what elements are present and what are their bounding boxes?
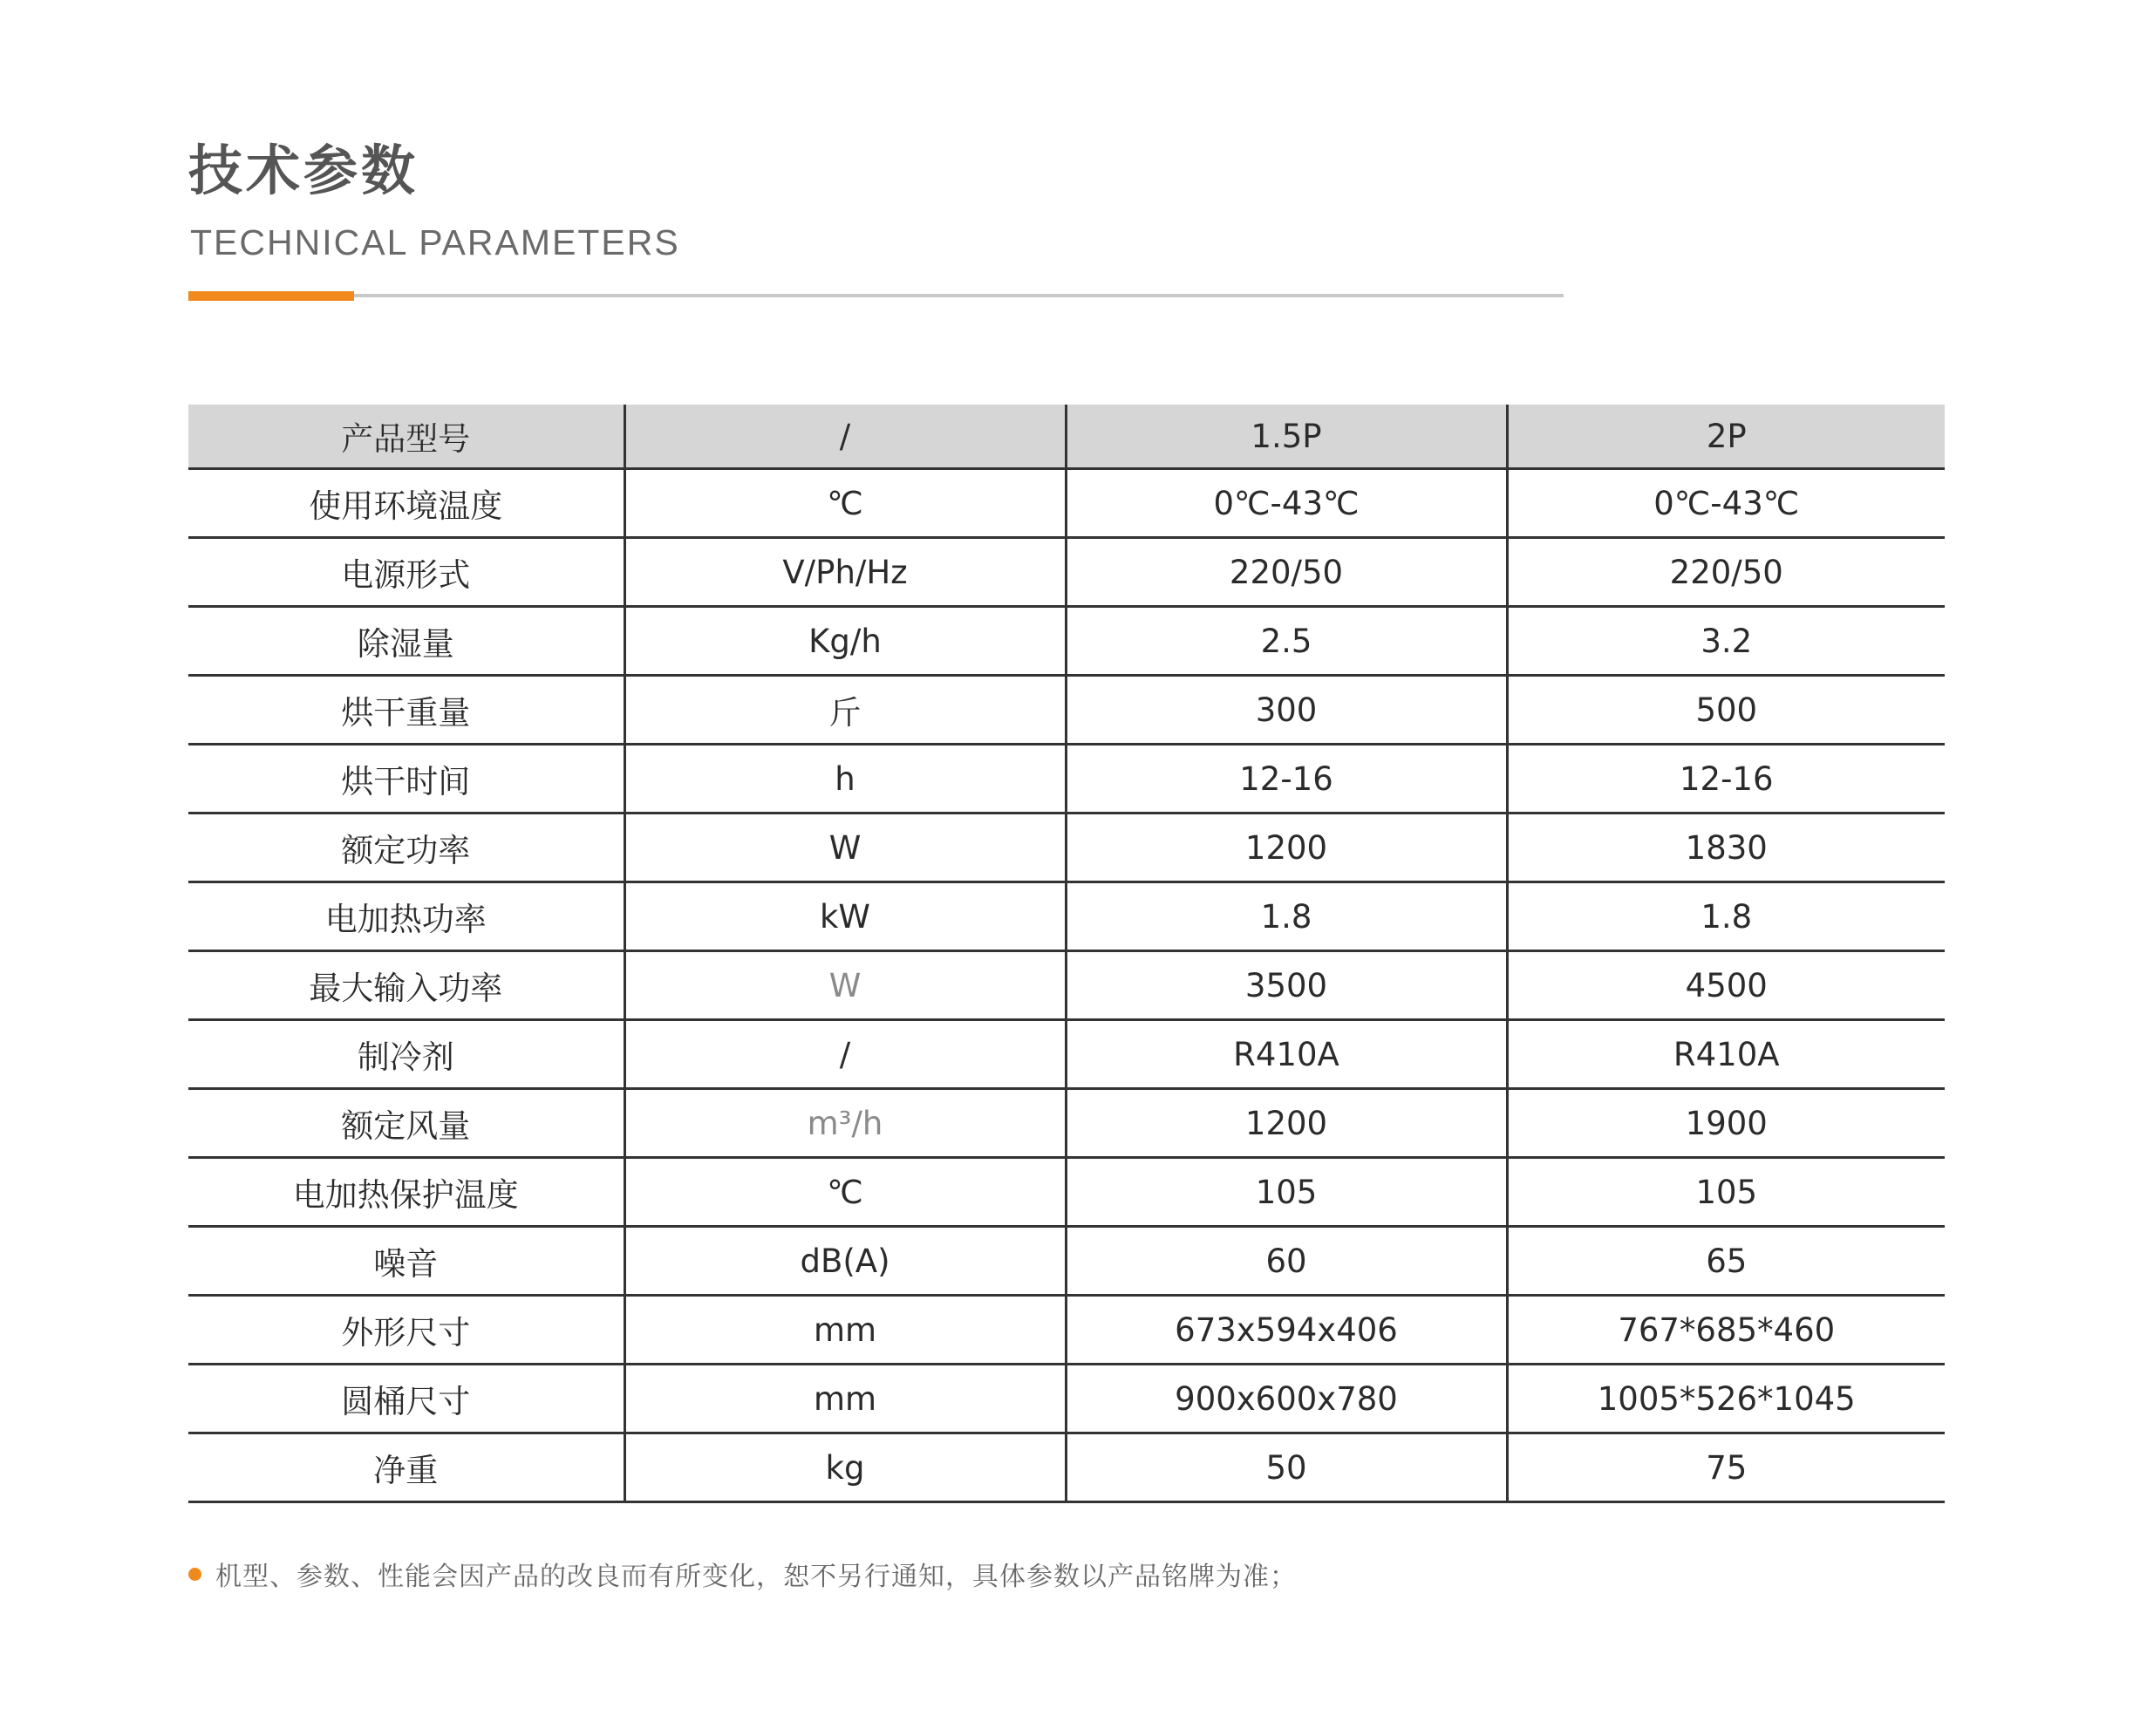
param-value-2p: 105 [1507,1158,1945,1227]
param-value-1-5p: 1200 [1066,1089,1507,1158]
param-name: 最大输入功率 [188,951,624,1020]
table-row [188,814,1945,882]
param-value-1-5p: 300 [1066,676,1507,745]
param-value-2p: 220/50 [1507,538,1945,607]
param-unit: mm [624,1365,1066,1433]
param-value-2p: 0℃-43℃ [1507,469,1945,538]
table-row [188,1020,1945,1089]
param-name: 圆桶尺寸 [188,1365,624,1433]
column-header: / [624,405,1066,469]
section-title-zh: 技术参数 [188,139,419,202]
param-unit: / [624,1020,1066,1089]
param-name: 电源形式 [188,538,624,607]
param-name: 噪音 [188,1227,624,1296]
param-value-1-5p: 12-16 [1066,745,1507,814]
table-row [188,1158,1945,1227]
param-name: 额定功率 [188,814,624,882]
param-value-1-5p: 673x594x406 [1066,1296,1507,1365]
param-unit: ℃ [624,1158,1066,1227]
table-row [188,1433,1945,1502]
table-row [188,745,1945,814]
table-row [188,607,1945,676]
param-unit: V/Ph/Hz [624,538,1066,607]
table-row [188,882,1945,951]
param-name: 电加热功率 [188,882,624,951]
param-unit: h [624,745,1066,814]
param-value-2p: 12-16 [1507,745,1945,814]
param-value-2p: 1900 [1507,1089,1945,1158]
param-name: 烘干时间 [188,745,624,814]
param-value-1-5p: 0℃-43℃ [1066,469,1507,538]
table-row [188,1227,1945,1296]
param-unit: m³/h [624,1089,1066,1158]
table-header-row [188,405,1945,469]
param-name: 制冷剂 [188,1020,624,1089]
param-name: 电加热保护温度 [188,1158,624,1227]
param-value-1-5p: R410A [1066,1020,1507,1089]
param-value-2p: 4500 [1507,951,1945,1020]
param-value-2p: 1.8 [1507,882,1945,951]
param-unit: W [624,951,1066,1020]
footnote-text: 机型、参数、性能会因产品的改良而有所变化，恕不另行通知，具体参数以产品铭牌为准； [215,1562,1297,1592]
param-value-2p: 500 [1507,676,1945,745]
table-row [188,469,1945,538]
param-value-2p: 767*685*460 [1507,1296,1945,1365]
param-value-1-5p: 1.8 [1066,882,1507,951]
param-name: 净重 [188,1433,624,1502]
param-value-1-5p: 220/50 [1066,538,1507,607]
param-unit: mm [624,1296,1066,1365]
footnote [188,1556,1297,1591]
param-value-1-5p: 900x600x780 [1066,1365,1507,1433]
table-row [188,1089,1945,1158]
param-value-1-5p: 2.5 [1066,607,1507,676]
param-unit: dB(A) [624,1227,1066,1296]
bullet-dot-icon [188,1568,201,1581]
param-name: 除湿量 [188,607,624,676]
table-row [188,538,1945,607]
title-divider [188,294,1564,297]
param-value-1-5p: 50 [1066,1433,1507,1502]
param-value-2p: 1830 [1507,814,1945,882]
param-value-1-5p: 1200 [1066,814,1507,882]
column-header: 1.5P [1066,405,1507,469]
param-unit: Kg/h [624,607,1066,676]
param-name: 使用环境温度 [188,469,624,538]
param-unit: kW [624,882,1066,951]
param-value-2p: 65 [1507,1227,1945,1296]
param-unit: 斤 [624,676,1066,745]
param-value-2p: 75 [1507,1433,1945,1502]
table-row [188,951,1945,1020]
param-name: 外形尺寸 [188,1296,624,1365]
param-unit: ℃ [624,469,1066,538]
param-value-2p: R410A [1507,1020,1945,1089]
param-name: 烘干重量 [188,676,624,745]
param-unit: W [624,814,1066,882]
title-divider-accent [188,291,354,301]
column-header: 产品型号 [188,405,624,469]
param-value-1-5p: 60 [1066,1227,1507,1296]
section-title-en: TECHNICAL PARAMETERS [190,222,680,262]
param-value-1-5p: 105 [1066,1158,1507,1227]
column-header: 2P [1507,405,1945,469]
table-row [188,1365,1945,1433]
param-value-2p: 1005*526*1045 [1507,1365,1945,1433]
param-value-2p: 3.2 [1507,607,1945,676]
table-row [188,1296,1945,1365]
param-name: 额定风量 [188,1089,624,1158]
param-value-1-5p: 3500 [1066,951,1507,1020]
spec-table [188,405,1945,1503]
param-unit: kg [624,1433,1066,1502]
table-row [188,676,1945,745]
